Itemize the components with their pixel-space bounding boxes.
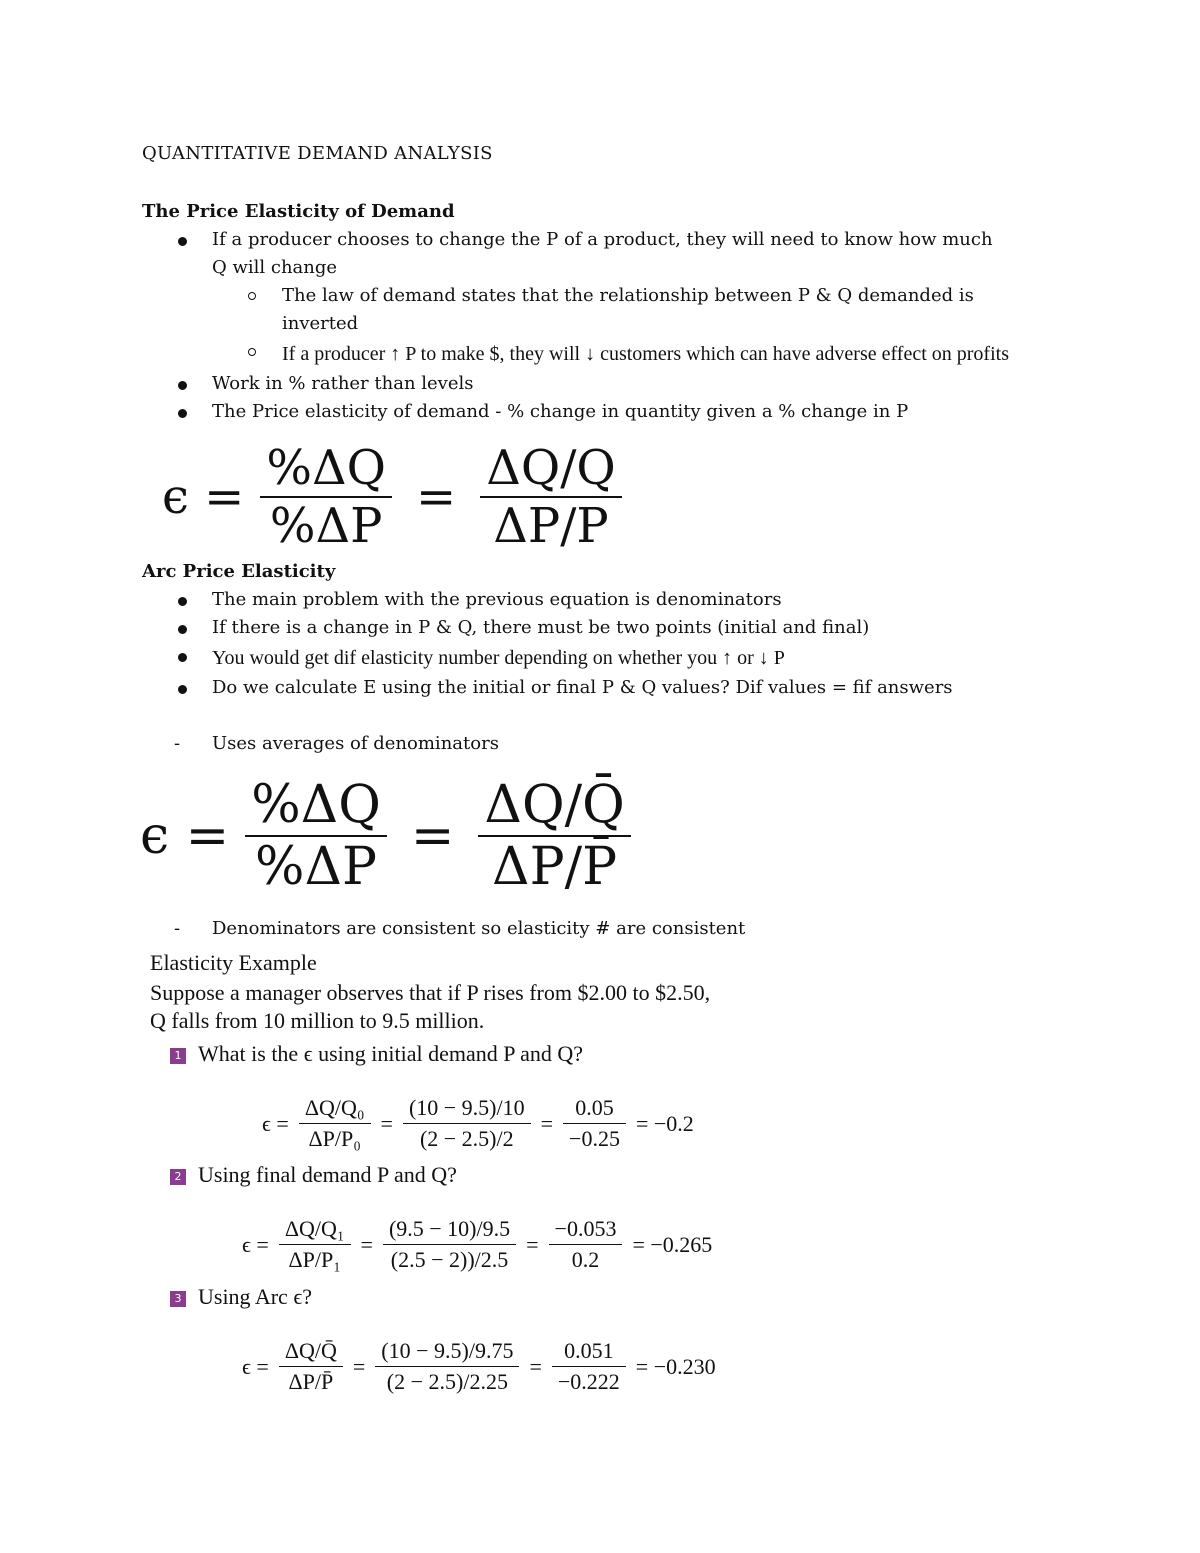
question-text: Using final demand P and Q?: [198, 1162, 457, 1187]
numerator: 0.051: [564, 1338, 614, 1363]
denominator: ΔP/P̄: [492, 837, 618, 897]
equation-lhs: ϵ =: [242, 1231, 269, 1257]
fraction: [245, 775, 387, 897]
page-title: QUANTITATIVE DEMAND ANALYSIS: [142, 143, 493, 164]
result: = −0.230: [635, 1353, 716, 1379]
numerator: %ΔQ: [251, 775, 381, 835]
equals-sign: =: [415, 469, 457, 525]
denominator: −0.25: [569, 1126, 620, 1151]
numerator: ΔQ/Q̄: [484, 775, 625, 835]
numerator: −0.053: [554, 1216, 617, 1241]
bullet-list: [142, 226, 1042, 282]
denominator: ΔP/P₀: [308, 1126, 361, 1151]
fraction: [403, 1093, 531, 1154]
question-1: [170, 1041, 583, 1067]
fraction: [563, 1093, 626, 1154]
numerator: (10 − 9.5)/10: [408, 1095, 525, 1120]
list-item: You would get dif elasticity number depending on whether you ↑ or ↓ P: [142, 642, 1042, 674]
example-text: Q falls from 10 million to 9.5 million.: [150, 1008, 485, 1033]
calculation-3: ϵ = $\frac{\Delta Q/Q̄}{\Delta P/P̄}$ = $\frac{(10 - 9.5)/9.75}{(2 - 2.5)/2.25}$ = $\frac{0.051}{-0.222}$ = −0.230: [242, 1336, 716, 1397]
numerator: ΔQ/Q₁: [284, 1216, 345, 1241]
arc-elasticity-equation: [140, 775, 647, 897]
fraction: [480, 440, 622, 554]
elasticity-equation: [162, 440, 638, 554]
denominator: ΔP/P: [493, 498, 609, 554]
numerator: ΔQ/Q: [486, 440, 616, 496]
denominator: ΔP/P₁: [288, 1247, 341, 1272]
example-text: Suppose a manager observes that if P rises from $2.00 to $2.50,: [150, 980, 711, 1005]
list-item: If there is a change in P & Q, there must be two points (initial and final): [142, 614, 1042, 642]
number-badge: 3: [170, 1291, 186, 1307]
number-badge: 2: [170, 1169, 186, 1185]
equation-lhs: ϵ =: [242, 1353, 269, 1379]
denominator: 0.2: [571, 1247, 600, 1272]
numerator: %ΔQ: [266, 440, 386, 496]
numerator: (10 − 9.5)/9.75: [381, 1338, 514, 1363]
number-badge: 1: [170, 1048, 186, 1064]
section-heading: The Price Elasticity of Demand: [142, 201, 455, 222]
fraction: [279, 1336, 343, 1397]
equation-lhs: ϵ =: [262, 1110, 289, 1136]
bullet-list: [142, 370, 1042, 426]
example-heading: Elasticity Example: [150, 950, 317, 975]
section-arc-elasticity: [142, 558, 1042, 758]
fraction: [375, 1336, 519, 1397]
numerator: (9.5 − 10)/9.5: [388, 1216, 511, 1241]
list-item: The Price elasticity of demand - % change in quantity given a % change in P: [142, 398, 1042, 426]
section-price-elasticity: [142, 198, 1042, 426]
denominator: −0.222: [557, 1369, 620, 1394]
fraction: [260, 440, 392, 554]
calculation-1: ϵ = $\frac{\text{ΔQ/Q₀}}{\text{ΔP/P₀}}$ = $\frac{(10 - 9.5)/10}{(2 - 2.5)/2}$ = $\frac{0.05}{-0.25}$ = −0.2: [262, 1093, 694, 1154]
denominator: (2.5 − 2))/2.5: [390, 1247, 509, 1272]
list-item: - Denominators are consistent so elasticity # are consistent: [142, 915, 745, 943]
bullet-list: [142, 586, 1042, 702]
denominator: %ΔP: [255, 837, 377, 897]
list-item: - Uses averages of denominators: [142, 730, 1042, 758]
dash-list: [142, 730, 1042, 758]
question-2: [170, 1162, 457, 1188]
result: = −0.265: [632, 1231, 713, 1257]
section-heading: Arc Price Elasticity: [142, 561, 336, 582]
list-item: The law of demand states that the relationship between P & Q demanded is inverted: [142, 282, 1042, 338]
denominator: %ΔP: [269, 498, 383, 554]
list-item: Work in % rather than levels: [142, 370, 1042, 398]
fraction: [383, 1214, 516, 1275]
numerator: 0.05: [575, 1095, 614, 1120]
equation-lhs: ϵ =: [140, 806, 230, 866]
result: = −0.2: [635, 1110, 694, 1136]
list-item: Do we calculate E using the initial or final P & Q values? Dif values = fif answers: [142, 674, 1042, 702]
fraction: [552, 1336, 626, 1397]
equation-lhs: ϵ =: [162, 469, 245, 525]
denominator: ΔP/P̄: [288, 1369, 334, 1394]
dash-list: [142, 915, 745, 943]
sub-bullet-list: [142, 282, 1042, 370]
calculation-2: ϵ = $\frac{\text{ΔQ/Q₁}}{\text{ΔP/P₁}}$ = $\frac{(9.5 - 10)/9.5}{(2.5 - 2))/2.5}$ = $\frac{-0.053}{0.2}$ = −0.265: [242, 1214, 712, 1275]
denominator: (2 − 2.5)/2.25: [386, 1369, 508, 1394]
question-3: [170, 1284, 312, 1310]
list-item: The main problem with the previous equation is denominators: [142, 586, 1042, 614]
fraction: [478, 775, 630, 897]
dash-note: [142, 915, 745, 943]
question-text: What is the ϵ using initial demand P and Q?: [198, 1041, 584, 1066]
list-item: If a producer ↑ P to make $, they will ↓ customers which can have adverse effect on profits: [142, 338, 1042, 370]
numerator: ΔQ/Q̄: [284, 1338, 337, 1363]
question-text: Using Arc ϵ?: [198, 1284, 312, 1309]
list-item: If a producer chooses to change the P of a product, they will need to know how much Q will change: [142, 226, 1042, 282]
fraction: [279, 1214, 351, 1275]
fraction: [299, 1093, 371, 1154]
numerator: ΔQ/Q₀: [304, 1095, 365, 1120]
fraction: [549, 1214, 623, 1275]
denominator: (2 − 2.5)/2: [419, 1126, 514, 1151]
equals-sign: =: [410, 806, 455, 866]
